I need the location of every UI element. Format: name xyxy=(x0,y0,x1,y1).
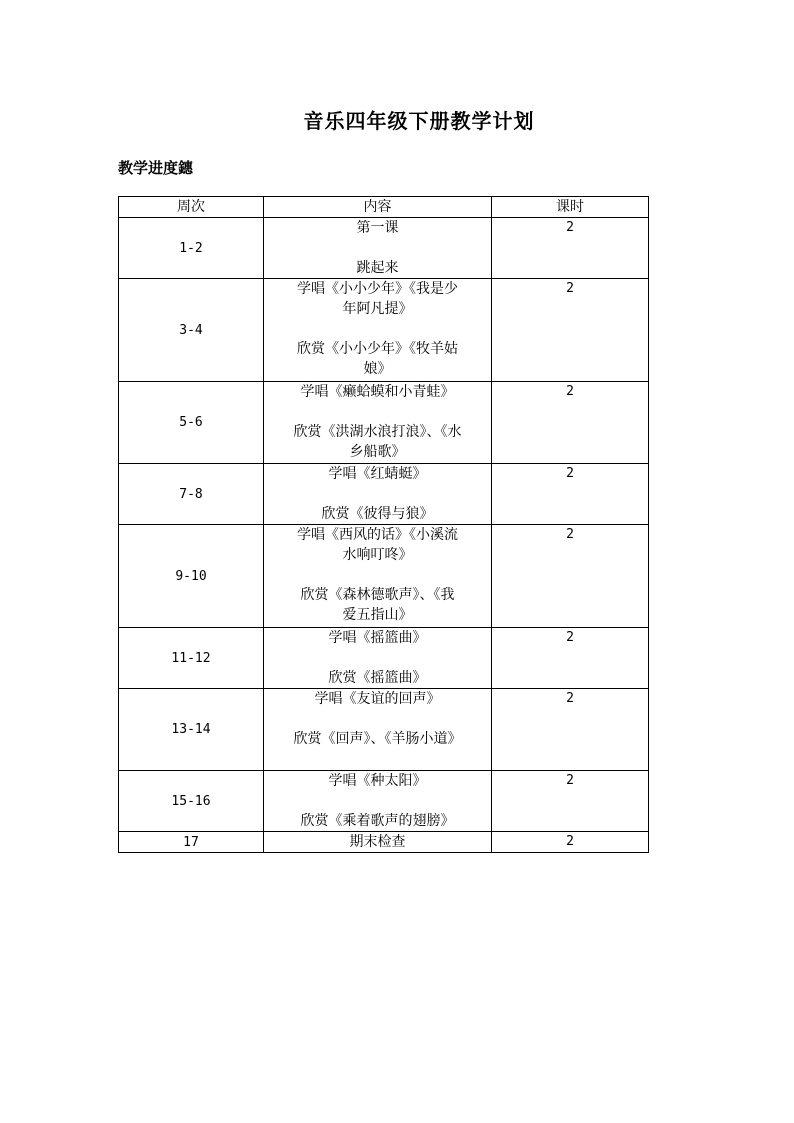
content-line: 欣赏《洪湖水浪打浪》、《水 xyxy=(293,424,462,440)
content-line: 乡船歌》 xyxy=(349,444,406,460)
content-line: 学唱《摇篮曲》 xyxy=(328,630,427,646)
hours-cell: 2 xyxy=(492,689,649,771)
content-line: 娘》 xyxy=(363,361,392,377)
header-content: 内容 xyxy=(264,197,492,218)
content-spacer xyxy=(264,238,491,258)
content-line: 欣赏《回声》、《羊肠小道》 xyxy=(293,731,462,747)
content-line: 跳起来 xyxy=(356,260,399,276)
content-line: 学唱《癞蛤蟆和小青蛙》 xyxy=(300,384,455,400)
content-cell xyxy=(264,279,492,382)
hours-cell: 2 xyxy=(492,525,649,628)
content-line: 欣赏《彼得与狼》 xyxy=(321,506,434,522)
content-line: 爱五指山》 xyxy=(342,607,413,623)
content-cell xyxy=(264,832,492,853)
schedule-table xyxy=(118,196,649,853)
table-row xyxy=(119,218,649,279)
header-hours: 课时 xyxy=(492,197,649,218)
hours-cell: 2 xyxy=(492,382,649,464)
content-cell xyxy=(264,628,492,689)
table-row xyxy=(119,832,649,853)
hours-cell: 2 xyxy=(492,279,649,382)
content-line: 学唱《小小少年》《我是少 xyxy=(297,281,458,297)
content-cell xyxy=(264,464,492,525)
week-cell: 17 xyxy=(119,832,264,853)
content-line: 年阿凡提》 xyxy=(342,301,413,317)
content-line: 欣赏《摇篮曲》 xyxy=(328,670,427,686)
week-cell: 13-14 xyxy=(119,689,264,771)
hours-cell: 2 xyxy=(492,464,649,525)
week-cell: 3-4 xyxy=(119,279,264,382)
content-spacer xyxy=(264,402,491,422)
content-spacer xyxy=(264,648,491,668)
table-header-row xyxy=(119,197,649,218)
content-line: 学唱《红蜻蜓》 xyxy=(328,466,427,482)
content-cell xyxy=(264,218,492,279)
table-body xyxy=(119,218,649,853)
week-cell: 1-2 xyxy=(119,218,264,279)
week-cell: 9-10 xyxy=(119,525,264,628)
content-line: 学唱《西风的话》《小溪流 xyxy=(297,527,458,543)
content-spacer xyxy=(264,565,491,585)
content-line: 欣赏《小小少年》《牧羊姑 xyxy=(297,341,458,357)
table-row xyxy=(119,771,649,832)
content-line: 欣赏《森林德歌声》、《我 xyxy=(300,587,455,603)
hours-cell: 2 xyxy=(492,832,649,853)
table-row xyxy=(119,382,649,464)
content-line: 水响叮咚》 xyxy=(342,547,413,563)
week-cell: 11-12 xyxy=(119,628,264,689)
content-spacer xyxy=(264,484,491,504)
content-cell xyxy=(264,771,492,832)
content-cell xyxy=(264,382,492,464)
hours-cell: 2 xyxy=(492,771,649,832)
content-spacer xyxy=(264,709,491,729)
table-row xyxy=(119,279,649,382)
week-cell: 15-16 xyxy=(119,771,264,832)
hours-cell: 2 xyxy=(492,628,649,689)
hours-cell: 2 xyxy=(492,218,649,279)
table-row xyxy=(119,628,649,689)
table-row xyxy=(119,464,649,525)
content-line: 第一课 xyxy=(356,220,399,236)
content-cell xyxy=(264,689,492,771)
content-line: 欣赏《乘着歌声的翅膀》 xyxy=(300,813,455,829)
content-spacer xyxy=(264,319,491,339)
content-line: 期末检查 xyxy=(349,834,406,850)
table-row xyxy=(119,689,649,771)
week-cell: 7-8 xyxy=(119,464,264,525)
content-line: 学唱《友谊的回声》 xyxy=(314,691,441,707)
table-row xyxy=(119,525,649,628)
header-week: 周次 xyxy=(119,197,264,218)
content-line: 学唱《种太阳》 xyxy=(328,773,427,789)
week-cell: 5-6 xyxy=(119,382,264,464)
content-cell xyxy=(264,525,492,628)
section-heading: 教学进度鏸 xyxy=(118,159,194,177)
content-spacer xyxy=(264,791,491,811)
page-title: 音乐四年级下册教学计划 xyxy=(303,109,535,133)
